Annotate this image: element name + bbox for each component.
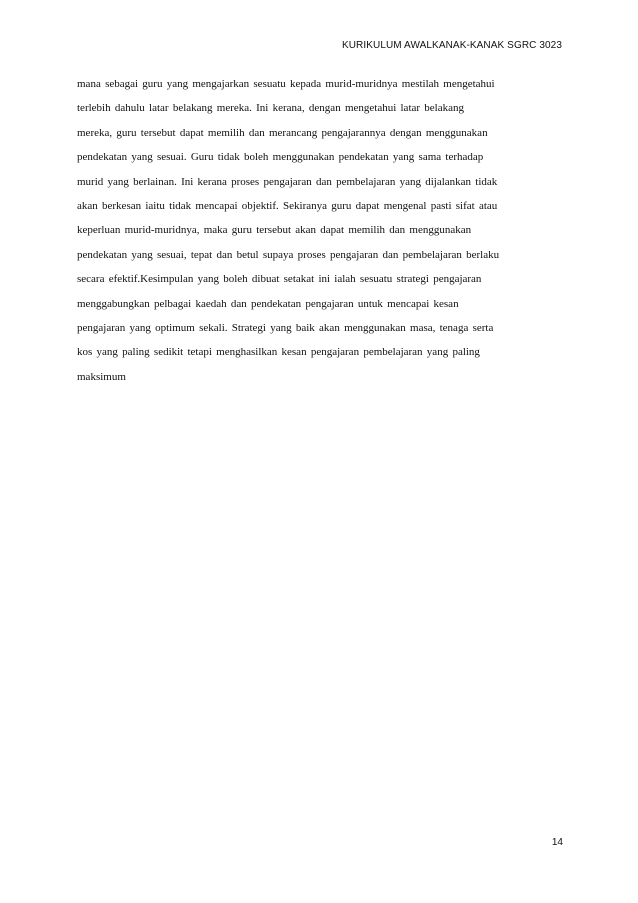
paragraph-line: menggabungkan pelbagai kaedah dan pendekatan pengajaran untuk mencapai kesan [77, 297, 459, 310]
running-header: KURIKULUM AWALKANAK-KANAK SGRC 3023 [341, 40, 562, 51]
body-paragraph [77, 72, 567, 389]
paragraph-line: pendekatan yang sesuai. Guru tidak boleh menggunakan pendekatan yang sama terhadap [77, 151, 484, 164]
page-number: 14 [551, 837, 563, 848]
paragraph-line: murid yang berlainan. Ini kerana proses pengajaran dan pembelajaran yang dijalankan tidak [77, 175, 498, 188]
paragraph-line: pengajaran yang optimum sekali. Strategi yang baik akan menggunakan masa, tenaga serta [77, 322, 494, 335]
paragraph-line: kos yang paling sedikit tetapi menghasilkan kesan pengajaran pembelajaran yang paling [77, 346, 480, 359]
paragraph-line: mereka, guru tersebut dapat memilih dan merancang pengajarannya dengan menggunakan [77, 126, 488, 139]
paragraph-line: keperluan murid-muridnya, maka guru tersebut akan dapat memilih dan menggunakan [77, 224, 472, 237]
paragraph-line: maksimum [77, 370, 126, 383]
paragraph-line: pendekatan yang sesuai, tepat dan betul supaya proses pengajaran dan pembelajaran berlaku [77, 248, 500, 261]
paragraph-line: mana sebagai guru yang mengajarkan sesuatu kepada murid-muridnya mestilah mengetahui [77, 78, 495, 90]
paragraph-line: terlebih dahulu latar belakang mereka. Ini kerana, dengan mengetahui latar belakang [77, 102, 464, 115]
paragraph-line: secara efektif.Kesimpulan yang boleh dibuat setakat ini ialah sesuatu strategi pengajaran [77, 273, 482, 286]
paragraph-line: akan berkesan iaitu tidak mencapai objektif. Sekiranya guru dapat mengenal pasti sifat atau [77, 200, 498, 213]
